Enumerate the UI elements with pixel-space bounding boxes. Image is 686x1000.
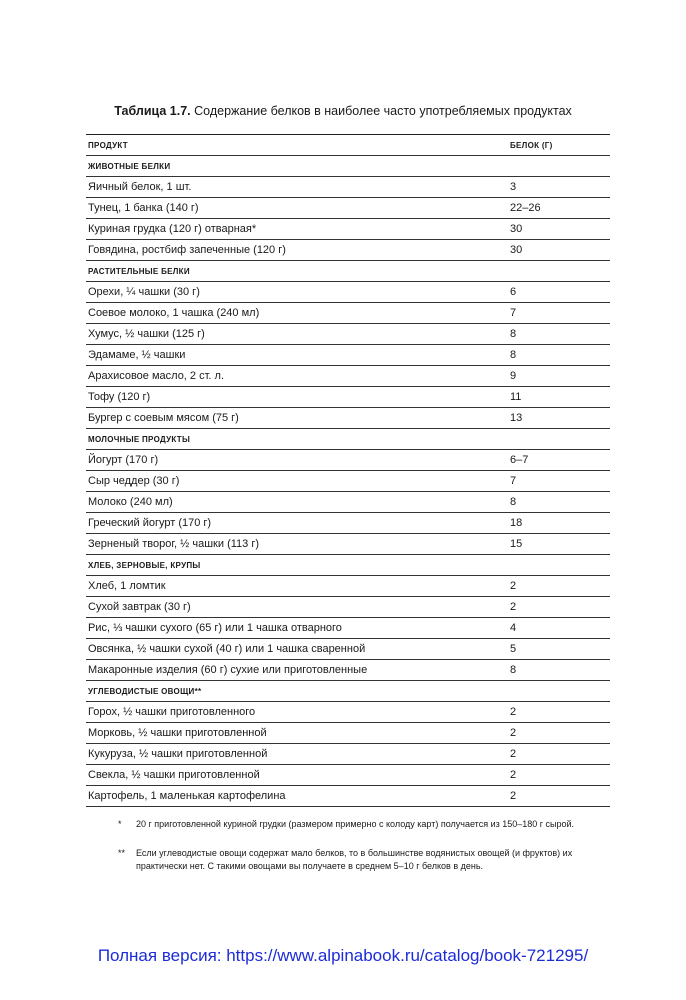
product-cell: Греческий йогурт (170 г) <box>88 517 212 529</box>
table-row <box>86 240 610 261</box>
protein-cell: 7 <box>510 307 517 319</box>
product-cell: Тофу (120 г) <box>88 391 151 403</box>
protein-cell: 8 <box>510 496 517 508</box>
protein-cell: 2 <box>510 601 517 613</box>
protein-cell: 8 <box>510 349 517 361</box>
protein-cell: 8 <box>510 664 517 676</box>
table-row <box>86 702 610 723</box>
table-row <box>86 282 610 303</box>
product-cell: Рис, ⅓ чашки сухого (65 г) или 1 чашка отварного <box>88 622 342 634</box>
product-cell: Хумус, ½ чашки (125 г) <box>88 328 205 340</box>
protein-cell: 2 <box>510 580 517 592</box>
protein-cell: 2 <box>510 790 517 802</box>
table-row <box>86 744 610 765</box>
protein-cell: 8 <box>510 328 517 340</box>
product-cell: Орехи, ¼ чашки (30 г) <box>88 286 200 298</box>
table-row <box>86 492 610 513</box>
category-row <box>86 555 610 576</box>
protein-cell: 6 <box>510 286 517 298</box>
product-cell: МОЛОЧНЫЕ ПРОДУКТЫ <box>88 434 191 444</box>
table-row <box>86 408 610 429</box>
table-caption <box>0 104 686 118</box>
table-row <box>86 639 610 660</box>
protein-cell: 2 <box>510 748 517 760</box>
table-header <box>86 135 610 156</box>
product-cell: Яичный белок, 1 шт. <box>88 181 192 193</box>
product-cell: Горох, ½ чашки приготовленного <box>88 706 256 718</box>
protein-cell: 5 <box>510 643 517 655</box>
product-cell: Хлеб, 1 ломтик <box>88 580 166 592</box>
protein-cell: 13 <box>510 412 523 424</box>
product-cell: Говядина, ростбиф запеченные (120 г) <box>88 244 286 256</box>
caption-text: Содержание белков в наиболее часто употребляемых продуктах <box>190 104 572 118</box>
table-row <box>86 660 610 681</box>
category-row <box>86 681 610 702</box>
protein-cell: 30 <box>510 244 523 256</box>
product-cell: Сухой завтрак (30 г) <box>88 601 191 613</box>
table-row <box>86 534 610 555</box>
product-cell: Свекла, ½ чашки приготовленной <box>88 769 260 781</box>
table-row <box>86 198 610 219</box>
table-row <box>86 450 610 471</box>
product-cell: Эдамаме, ½ чашки <box>88 349 186 361</box>
product-cell: ЖИВОТНЫЕ БЕЛКИ <box>88 161 171 171</box>
full-version-link[interactable]: Полная версия: https://www.alpinabook.ru/catalog/book-721295/ <box>97 946 589 965</box>
table-row <box>86 177 610 198</box>
table-row <box>86 324 610 345</box>
category-row <box>86 261 610 282</box>
product-cell: РАСТИТЕЛЬНЫЕ БЕЛКИ <box>88 266 190 276</box>
protein-cell: 4 <box>510 622 517 634</box>
product-cell: Сыр чеддер (30 г) <box>88 475 180 487</box>
caption-label: Таблица 1.7. <box>114 104 191 118</box>
footnote-mark: * <box>118 819 122 829</box>
protein-table <box>86 134 610 807</box>
product-cell: Овсянка, ½ чашки сухой (40 г) или 1 чашка сваренной <box>88 643 366 655</box>
protein-cell: 22–26 <box>510 202 541 214</box>
protein-cell: 30 <box>510 223 523 235</box>
protein-cell: 2 <box>510 706 517 718</box>
header-protein: БЕЛОК (Г) <box>510 140 553 150</box>
category-row <box>86 156 610 177</box>
product-cell: Кукуруза, ½ чашки приготовленной <box>88 748 268 760</box>
footnote-mark: ** <box>118 848 126 858</box>
table-row <box>86 366 610 387</box>
product-cell: Зерненый творог, ½ чашки (113 г) <box>88 538 259 550</box>
header-product: ПРОДУКТ <box>88 140 128 150</box>
product-cell: Арахисовое масло, 2 ст. л. <box>88 370 225 382</box>
table-row <box>86 723 610 744</box>
protein-cell: 15 <box>510 538 523 550</box>
table-row <box>86 219 610 240</box>
footnote-2 <box>118 847 618 873</box>
protein-cell: 6–7 <box>510 454 529 466</box>
footnote-text: 20 г приготовленной куриной грудки (размером примерно с колоду карт) получается из 150–180 г сырой. <box>136 819 575 829</box>
table-row <box>86 765 610 786</box>
product-cell: Куриная грудка (120 г) отварная* <box>88 223 257 235</box>
table-row <box>86 471 610 492</box>
protein-cell: 7 <box>510 475 517 487</box>
product-cell: УГЛЕВОДИСТЫЕ ОВОЩИ** <box>88 686 202 696</box>
product-cell: Морковь, ½ чашки приготовленной <box>88 727 267 739</box>
table-row <box>86 576 610 597</box>
product-cell: Тунец, 1 банка (140 г) <box>88 202 199 214</box>
product-cell: Макаронные изделия (60 г) сухие или приготовленные <box>88 664 368 676</box>
product-cell: Молоко (240 мл) <box>88 496 173 508</box>
product-cell: ХЛЕБ, ЗЕРНОВЫЕ, КРУПЫ <box>88 560 201 570</box>
protein-cell: 3 <box>510 181 517 193</box>
table-row <box>86 345 610 366</box>
footnote-text: Если углеводистые овощи содержат мало белков, то в большинстве водянистых овощей (и фруктов) их практически нет. С такими овощами вы получаете в среднем 5–10 г белков в день. <box>136 848 573 871</box>
table-row <box>86 387 610 408</box>
footnote-1 <box>118 818 618 831</box>
table-row <box>86 618 610 639</box>
table-row <box>86 303 610 324</box>
product-cell: Бургер с соевым мясом (75 г) <box>88 412 239 424</box>
product-cell: Йогурт (170 г) <box>88 454 159 466</box>
protein-cell: 2 <box>510 769 517 781</box>
table-row <box>86 513 610 534</box>
table-row <box>86 597 610 618</box>
category-row <box>86 429 610 450</box>
protein-cell: 18 <box>510 517 523 529</box>
protein-cell: 2 <box>510 727 517 739</box>
table-row <box>86 786 610 807</box>
protein-cell: 11 <box>510 391 522 403</box>
product-cell: Соевое молоко, 1 чашка (240 мл) <box>88 307 260 319</box>
product-cell: Картофель, 1 маленькая картофелина <box>88 790 286 802</box>
protein-cell: 9 <box>510 370 517 382</box>
